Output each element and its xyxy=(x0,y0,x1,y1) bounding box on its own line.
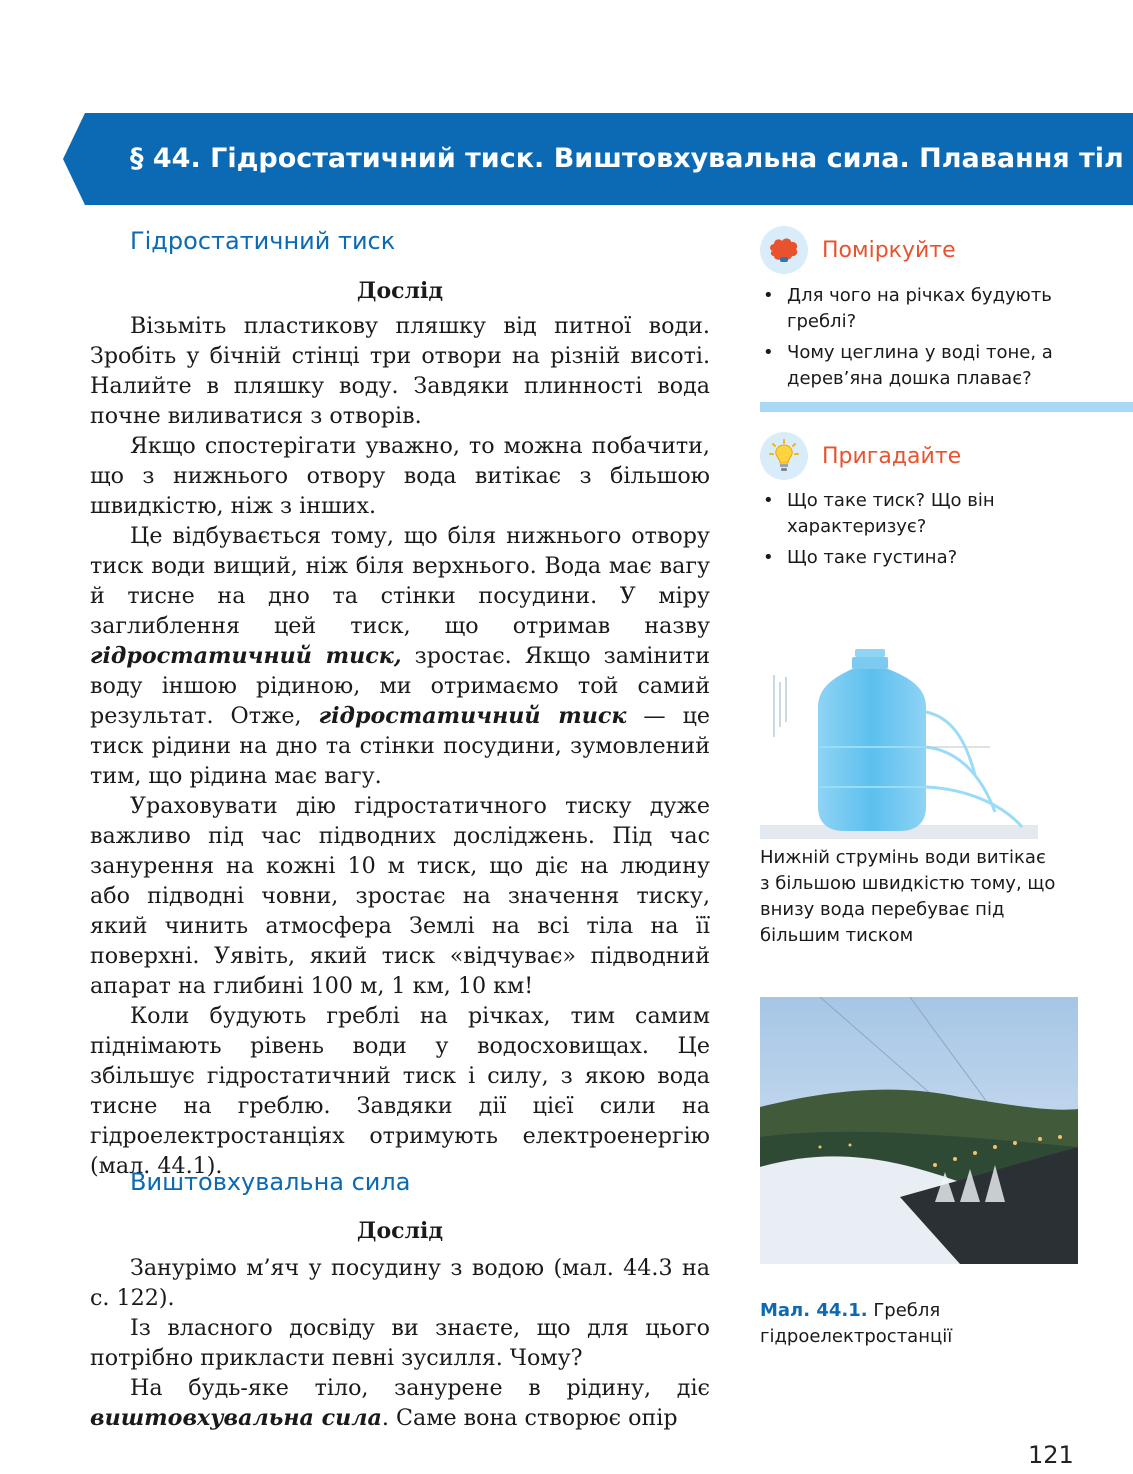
photo-credit-strip xyxy=(805,1268,1035,1278)
paragraph xyxy=(90,311,710,431)
paragraph-text: Це відбувається тому, що біля нижнього отвору тиск води вищий, ніж біля верхнього. Вода має вагу й тисне на дно та стінки посудини. У міру заглиблення цей тиск, що отримав назву xyxy=(90,523,710,639)
think-title: Поміркуйте xyxy=(822,237,956,263)
list-item: • Що таке тиск? Що він характеризує? xyxy=(760,488,1090,540)
paragraph xyxy=(90,1373,710,1433)
figure-bottle-caption: Нижній струмінь води витікає з більшою швидкістю тому, що внизу вода перебуває під більшим тиском xyxy=(760,847,1056,946)
term-hydrostatic-pressure: гідростатичний тиск xyxy=(318,703,627,729)
paragraph xyxy=(90,1253,710,1313)
term-hydrostatic-pressure: гідростатичний тиск, xyxy=(90,643,402,669)
paragraph-text: . Саме вона створює опір xyxy=(381,1405,678,1431)
paragraph-text: Занурімо м’яч у посудину з водою (мал. 44.3 на с. 122). xyxy=(90,1255,710,1311)
list-item: • Що таке густина? xyxy=(760,545,1090,571)
paragraph xyxy=(90,1313,710,1373)
paragraph-text: Із власного досвіду ви знаєте, що для цього потрібно прикласти певні зусилля. Чому? xyxy=(90,1315,710,1371)
section-heading-buoyant: Виштовхувальна сила xyxy=(130,1168,411,1196)
paragraph-text: зростає. Якщо замінити воду іншою рідиною, ми отримаємо той самий результат. Отже, xyxy=(90,643,710,729)
term-buoyant-force: виштовхувальна сила xyxy=(90,1405,382,1431)
page-number: 121 xyxy=(1028,1441,1074,1469)
paragraph-text: На будь-яке тіло, занурене в рідину, діє xyxy=(130,1375,710,1401)
brain-icon xyxy=(760,226,808,274)
experiment-title: Дослід xyxy=(356,1218,444,1244)
recall-heading xyxy=(760,432,961,480)
list-item: • Чому цеглина у воді тоне, а дерев’яна дошка плаває? xyxy=(760,340,1090,392)
figure-label: Мал. 44.1. xyxy=(760,1300,868,1321)
paragraph-text: Ураховувати дію гідростатичного тиску дуже важливо під час підводних досліджень. Під час занурення на кожні 10 м тиск, що діє на людину або підводні човни, зростає на значення тиску, який чинить атмосфера Землі на всі тіла на її поверхні. Уявіть, який тиск «відчуває» підводний апарат на глибині 100 м, 1 км, 10 км! xyxy=(90,793,710,999)
think-list xyxy=(760,283,1090,397)
divider xyxy=(760,402,1133,412)
experiment-title: Дослід xyxy=(356,278,444,304)
paragraph-text: — це тиск рідини на дно та стінки посудини, зумовлений тим, що рідина має вагу. xyxy=(90,703,710,789)
section-heading-hydrostatic: Гідростатичний тиск xyxy=(130,227,396,255)
figure-dam-caption xyxy=(760,1298,1080,1350)
page-title: § 44. Гідростатичний тиск. Виштовхувальна сила. Плавання тіл xyxy=(130,143,1124,174)
figure-caption-text: Гребля гідроелектростанції xyxy=(760,1300,953,1347)
paragraph-text: Якщо спостерігати уважно, то можна побачити, що з нижнього отвору вода витікає з більшою швидкістю, ніж з інших. xyxy=(90,433,710,519)
paragraph-text: Коли будують греблі на річках, тим самим піднімають рівень води у водосховищах. Це збільшує гідростатичний тиск і силу, з якою вода тисне на греблю. Завдяки дії цієї сили на гідроелектростанціях отримують електроенергію (мал. 44.1). xyxy=(90,1003,710,1179)
lightbulb-icon xyxy=(760,432,808,480)
list-item: • Для чого на річках будують греблі? xyxy=(760,283,1090,335)
recall-title: Пригадайте xyxy=(822,443,962,469)
paragraph-text: Візьміть пластикову пляшку від питної води. Зробіть у бічній стінці три отвори на різній висоті. Налийте в пляшку воду. Завдяки плинності вода почне виливатися з отворів. xyxy=(90,313,710,429)
paragraph xyxy=(90,791,710,1001)
think-heading xyxy=(760,226,956,274)
recall-list xyxy=(760,488,1090,576)
paragraph xyxy=(90,1001,710,1181)
figure-bottle xyxy=(760,647,1038,839)
paragraph xyxy=(90,431,710,521)
paragraph xyxy=(90,521,710,791)
figure-dam-photo xyxy=(760,997,1078,1264)
